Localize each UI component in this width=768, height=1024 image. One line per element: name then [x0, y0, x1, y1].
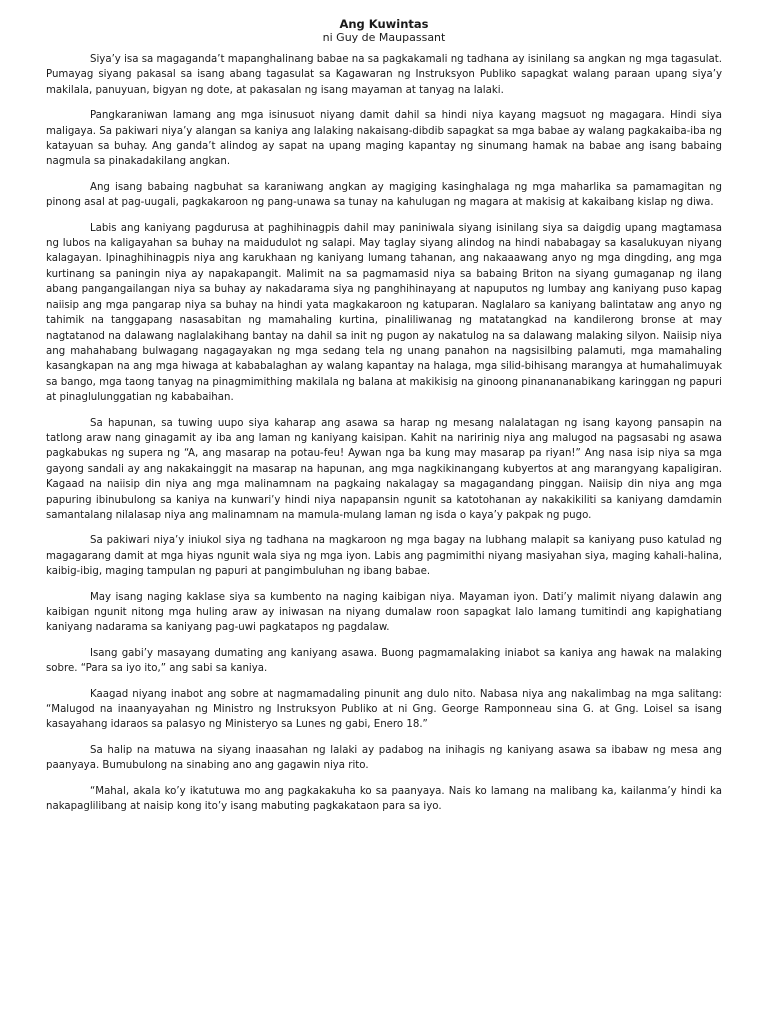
paragraph-6: Sa pakiwari niya’y iniukol siya ng tadhana na magkaroon ng mga bagay na lubhang malapit sa kaniyang puso katulad ng magagarang damit at mga hiyas ngunit wala siya ng mga iyon. Labis ang pagmimithi niyang masiyahan siya, maging kahali-halina, kaibig-ibig, maging tampulan ng papuri at pangimbuluhan ng ibang babae.	[46, 535, 722, 578]
paragraph-10: Sa halip na matuwa na siyang inaasahan ng lalaki ay padabog na inihagis ng kaniyang asawa sa ibabaw ng mesa ang paanyaya. Bumubulong na sinabing ano ang gagawin niya rito.	[46, 744, 722, 772]
paragraph-1: Siya’y isa sa magaganda’t mapanghalinang babae na sa pagkakamali ng tadhana ay isinilang sa angkan ng mga tagasulat. Pumayag siyang pakasal sa isang abang tagasulat sa Kagawaran ng Instruksyon Publiko sapagkat walang paraan upang siya’y makilala, panuyuan, bigyan ng dote, at pakasalan ng isang mayaman at tanyag na lalaki.	[46, 54, 722, 96]
paragraph-9: Kaagad niyang inabot ang sobre at nagmamadaling pinunit ang dulo nito. Nabasa niya ang nakalimbag na mga salitang: “Malugod na inaanyayahan ng Ministro ng Instruksyon Publiko at ni Gng. George Ramponneau sina G. at Gng. Loisel sa isang kasayahang idaraos sa palasyo ng Ministeryo sa Lunes ng gabi, Enero 18.”	[46, 688, 722, 731]
paragraph-5: Sa hapunan, sa tuwing uupo siya kaharap ang asawa sa harap ng mesang nalalatagan ng isang kayong pansapin na tatlong araw nang ginagamit ay iba ang laman ng kaniyang kaisipan. Kahit na naririnig niya ang malugod na pagsasabi ng asawa pagkabukas ng supera ng “A, ang masarap na potau-feu! Aywan nga ba kung may masarap pa riyan!” Ang nasa isip niya sa mga gayong sandali ay ang nakakainggit na masarap na hapunan, ang mga nagkikinangang kubyertos at ang marangyang kapaligiran. Kagaad na naiisip din niya ang mga malinamnam na pagkaing nakalagay sa magagandang pinggan. Naiisip din niya ang mga papuring ibinubulong sa kaniya na kunwari’y hindi niya napapansin ngunit sa katotohanan ay nakakikiliti sa kaniyang damdamin samantalang nilalasap niya ang malinamnam na mamula-mulang laman ng isda o kaya’y pakpak ng pugo.	[46, 417, 722, 521]
paragraph-2: Pangkaraniwan lamang ang mga isinusuot niyang damit dahil sa hindi niya kayang magsuot ng magagara. Hindi siya maligaya. Sa pakiwari niya’y alangan sa kaniya ang lalaking nakaisang-dibdib sapagkat sa mga babae ay walang pagkakaiba-iba ng katayuan sa buhay. Ang ganda’t alindog ay sapat na upang maging kapantay ng sinumang hamak na babae ang isang babaing nagmula sa pinakadakilang angkan.	[46, 110, 722, 168]
paragraph-7: May isang naging kaklase siya sa kumbento na naging kaibigan niya. Mayaman iyon. Dati’y malimit niyang dalawin ang kaibigan ngunit nitong mga huling araw ay iniwasan na niyang dumalaw roon sapagkat lalo lamang tumitindi ang kapighatiang kaniyang nadarama sa kaniyang pag-uwi pagkatapos ng pagdalaw.	[46, 591, 722, 634]
paragraph-8: Isang gabi’y masayang dumating ang kaniyang asawa. Buong pagmamalaking iniabot sa kaniya ang hawak na malaking sobre. “Para sa iyo ito,” ang sabi sa kaniya.	[46, 647, 722, 675]
story-title: Ang Kuwintas	[339, 17, 429, 31]
paragraph-4: Labis ang kaniyang pagdurusa at paghihinagpis dahil may paniniwala siyang isinilang siya sa daigdig upang magtamasa ng lubos na kaligayahan sa buhay na maidudulot ng salapi. May taglay siyang alindog na hindi nababagay sa kasalukuyan niyang kalagayan. Ipinaghihinagpis niya ang karukhaan ng kaniyang lumang tahanan, ang nakaaawang anyo ng mga dingding, ang mga kurtinang sa paningin niya ay napakapangit. Malimit na sa pagmamasid niya sa babaing Briton na siyang gumaganap ng ilang abang pangangailangan niya sa buhay ay nakadarama siya ng panghihinayang at napuputos ng lumbay ang kaniyang puso kapag naiisip ang mga pangarap niya sa buhay na hindi yata magkakaroon ng katuparan. Naglalaro sa kaniyang balintataw ang anyo ng tahimik na tanggapang nasasabitan ng mamahaling kurtina, pinaliliwanag ng matatangkad na kandilerong bronse at may nagtatanod na dalawang naglalakihang bantay na dahil sa init ng pugon ay nakatulog na sa dalawang malaking silyon. Naiisip niya ang mahahabang bulwagang nagagayakan ng mga sedang tela ng unang panahon na nagsisilbing palamuti, mga mamahaling kasangkapan na ang mga hiwaga at kababalaghan ay walang kapantay na halaga, mga silid-bihisang marangya at humahalimuyak sa bango, mga taong tanyag na pinagmimithing makilala ng balana at makikisig na ginoong pinanananabikang karinggan ng papuri at pinaglulunggatian ng kababaihan.	[46, 222, 722, 404]
paragraph-3: Ang isang babaing nagbuhat sa karaniwang angkan ay magiging kasinghalaga ng mga maharlika sa pamamagitan ng pinong asal at pag-uugali, pagkakaroon ng pang-unawa sa tunay na kahulugan ng magara at makisig at kakaibang kislap ng diwa.	[46, 181, 722, 209]
paragraph-11: “Mahal, akala ko’y ikatutuwa mo ang pagkakakuha ko sa paanyaya. Nais ko lamang na malibang ka, kailanma’y hindi ka nakapaglilibang at naisip kong ito’y isang mabuting pagkakataon para sa iyo.	[46, 785, 722, 813]
story-author: ni Guy de Maupassant	[322, 31, 446, 44]
